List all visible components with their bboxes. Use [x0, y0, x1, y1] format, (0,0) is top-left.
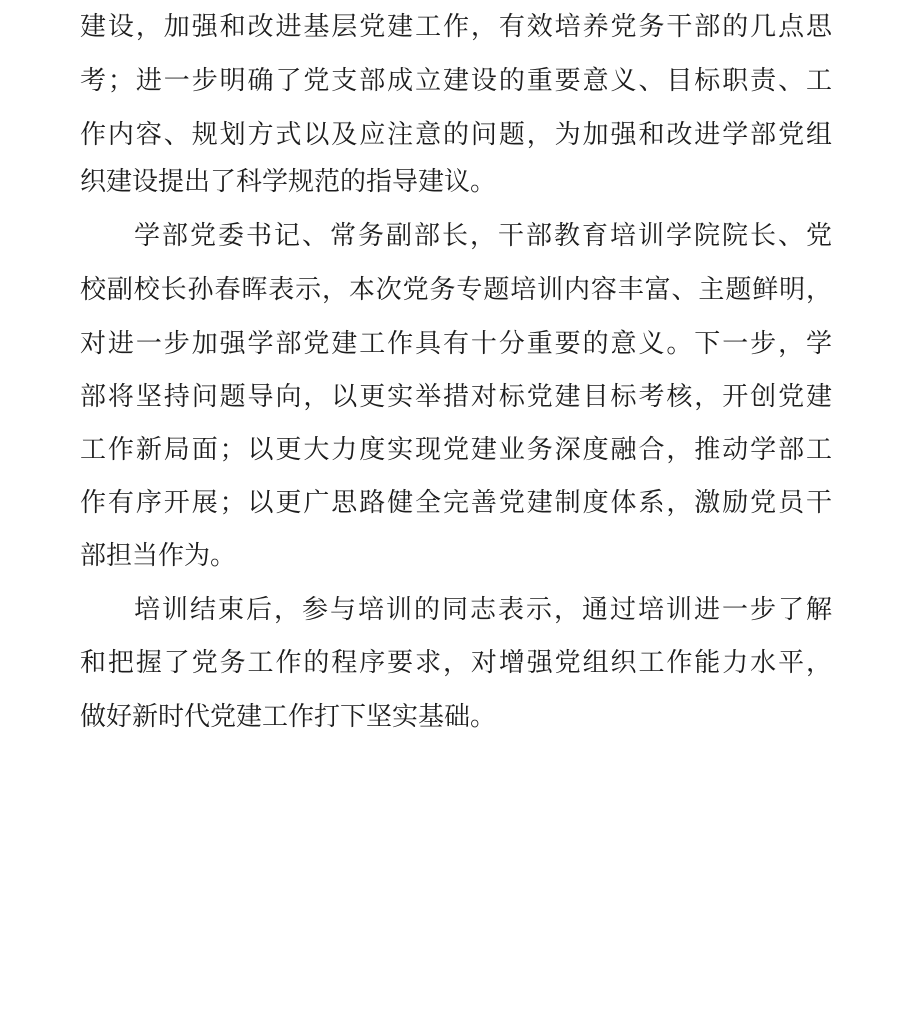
text-line: 对进一步加强学部党建工作具有十分重要的意义。下一步，学	[80, 329, 832, 359]
paragraph-first-line: 学部党委书记、常务副部长，干部教育培训学院院长、党	[134, 221, 832, 251]
text-line: 织建设提出了科学规范的指导建议。	[80, 167, 497, 197]
text-line: 工作新局面；以更大力度实现党建业务深度融合，推动学部工	[80, 435, 832, 465]
text-line: 和把握了党务工作的程序要求，对增强党组织工作能力水平，	[80, 648, 832, 678]
text-line: 部担当作为。	[80, 541, 237, 571]
text-line: 作内容、规划方式以及应注意的问题，为加强和改进学部党组	[80, 120, 832, 150]
paragraph-first-line: 培训结束后，参与培训的同志表示，通过培训进一步了解	[134, 595, 832, 625]
text-line: 考；进一步明确了党支部成立建设的重要意义、目标职责、工	[80, 66, 832, 96]
text-line: 建设，加强和改进基层党建工作，有效培养党务干部的几点思	[80, 12, 832, 42]
text-line: 部将坚持问题导向，以更实举措对标党建目标考核，开创党建	[80, 382, 832, 412]
text-line: 做好新时代党建工作打下坚实基础。	[80, 702, 497, 732]
text-line: 校副校长孙春晖表示，本次党务专题培训内容丰富、主题鲜明，	[80, 275, 832, 305]
text-line: 作有序开展；以更广思路健全完善党建制度体系，激励党员干	[80, 488, 832, 518]
